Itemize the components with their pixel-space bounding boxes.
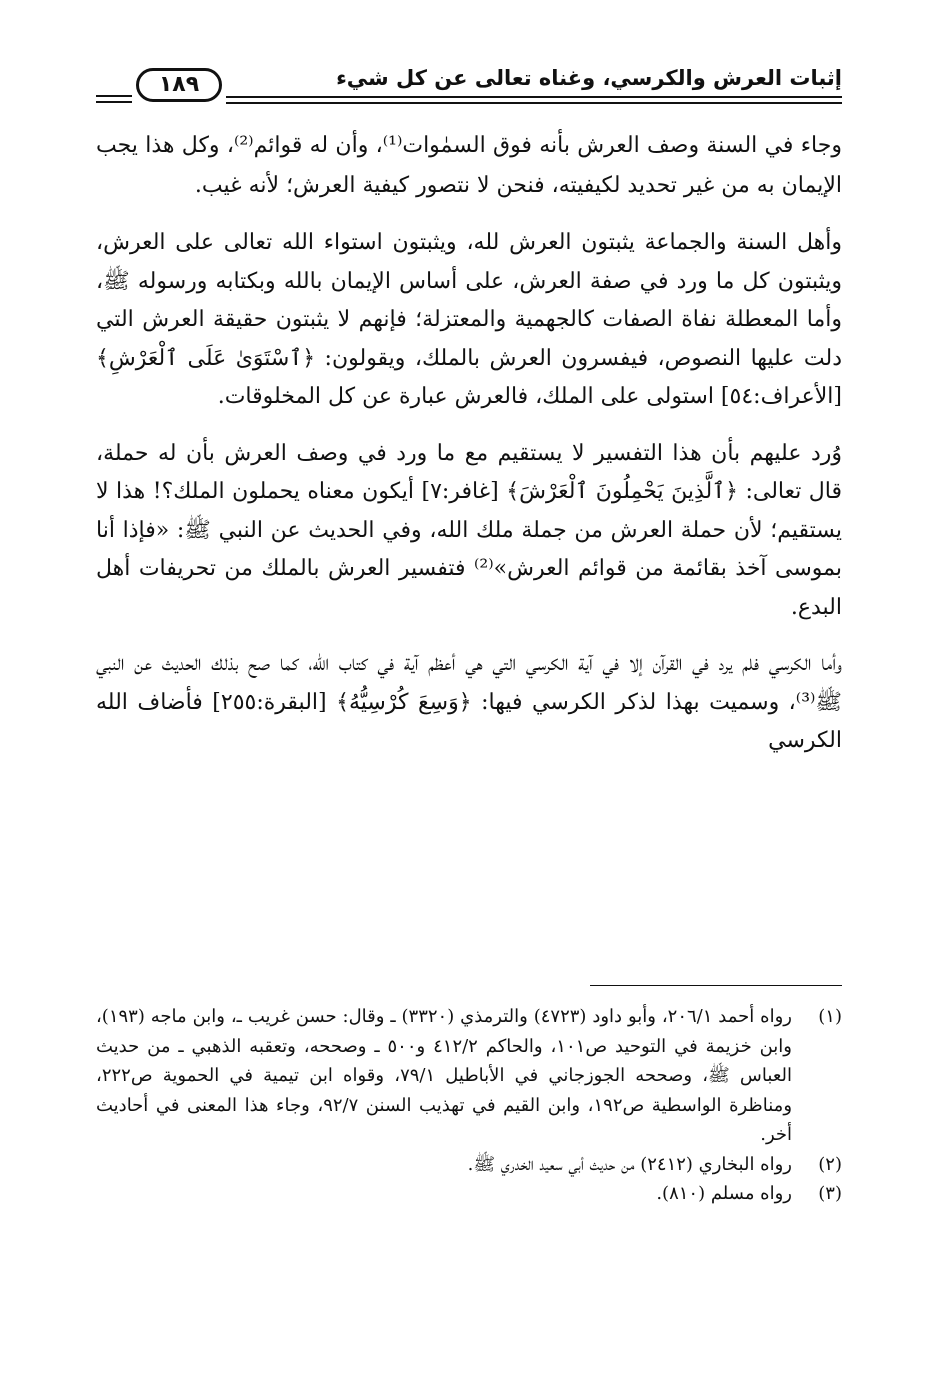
paragraph: وأما الكرسي فلم يرد في القرآن إلا في آية الكرسي التي هي أعظم آية في كتاب الله، كما صح بذلك الحديث عن النبي ﷺ⁽³⁾، وسميت بهذا لذكر الكرسي فيها: ﴿وَسِعَ كُرْسِيُّهُ﴾ [البقرة:٢٥٥] فأضاف الله الكرسي	[96, 651, 843, 753]
paragraph: وجاء في السنة وصف العرش بأنه فوق السمٰوات⁽¹⁾، وأن له قوائم⁽²⁾، وكل هذا يجب الإيمان به من غير تحديد لكيفيته، فنحن لا نتصور كيفية العرش؛ لأنه غيب.	[96, 133, 842, 198]
footnote-text: رواه البخاري (٢٤١٢) من حديث أبي سعيد الخدري ﷺ.	[467, 1153, 792, 1175]
footnote	[96, 1002, 842, 1150]
main-text	[96, 126, 842, 779]
page-header	[96, 62, 842, 108]
header-rule	[226, 102, 842, 104]
running-title: إثبات العرش والكرسي، وغناه تعالى عن كل شيء	[336, 66, 842, 90]
page-number: ١٨٩	[136, 68, 222, 102]
paragraph: وُرد عليهم بأن هذا التفسير لا يستقيم مع ما ورد في وصف العرش بأن له حملة، قال تعالى: ﴿ٱلَّذِينَ يَحْمِلُونَ ٱلْعَرْشَ﴾ [غافر:٧] أيكون معناه يحملون الملك؟! هذا لا يستقيم؛ لأن حملة العرش من جملة ملك الله، وفي الحديث عن النبي ﷺ: «فإذا أنا بموسى آخذ بقائمة من قوائم العرش»⁽²⁾ فتفسير العرش بالملك من تحريفات أهل البدع.	[96, 440, 842, 620]
header-rule	[96, 95, 132, 97]
footnote-number: (٣)	[818, 1183, 842, 1204]
footnote-number: (١)	[818, 1006, 842, 1027]
paragraph: وأهل السنة والجماعة يثبتون العرش لله، ويثبتون استواء الله تعالى على العرش، ويثبتون كل ما ورد في صفة العرش، على أساس الإيمان بالله وبكتابه ورسوله ﷺ، وأما المعطلة نفاة الصفات كالجهمية والمعتزلة؛ فإنهم لا يثبتون حقيقة العرش التي دلت عليها النصوص، فيفسرون العرش بالملك، ويقولون: ﴿ٱسْتَوَىٰ عَلَى ٱلْعَرْشِ﴾ [الأعراف:٥٤] استولى على الملك، فالعرش عبارة عن كل المخلوقات.	[96, 230, 842, 409]
footnote-separator	[590, 985, 842, 986]
header-rule	[96, 101, 132, 103]
header-rule	[226, 96, 842, 98]
footnotes	[96, 1002, 842, 1209]
footnote	[96, 1150, 842, 1180]
footnote	[96, 1179, 842, 1209]
footnote-text: رواه أحمد ٢٠٦/١، وأبو داود (٤٧٢٣) والترمذي (٣٣٢٠) ـ وقال: حسن غريب ـ، وابن ماجه (١٩٣)، وابن خزيمة في التوحيد ص١٠١، والحاكم ٤١٢/٢ و٥٠٠ ـ وصححه، وتعقبه الذهبي ـ من حديث العباس ﷺ، وصححه الجوزجاني في الأباطيل ٧٩/١، وقواه ابن تيمية في الحموية ص٢٢٢، ومناظرة الواسطية ص١٩٢، وابن القيم في تهذيب السنن ٩٢/٧، وجاء هذا المعنى في أحاديث أخر.	[96, 1006, 793, 1145]
footnote-text: رواه مسلم (٨١٠).	[656, 1183, 792, 1204]
footnote-number: (٢)	[818, 1153, 842, 1175]
